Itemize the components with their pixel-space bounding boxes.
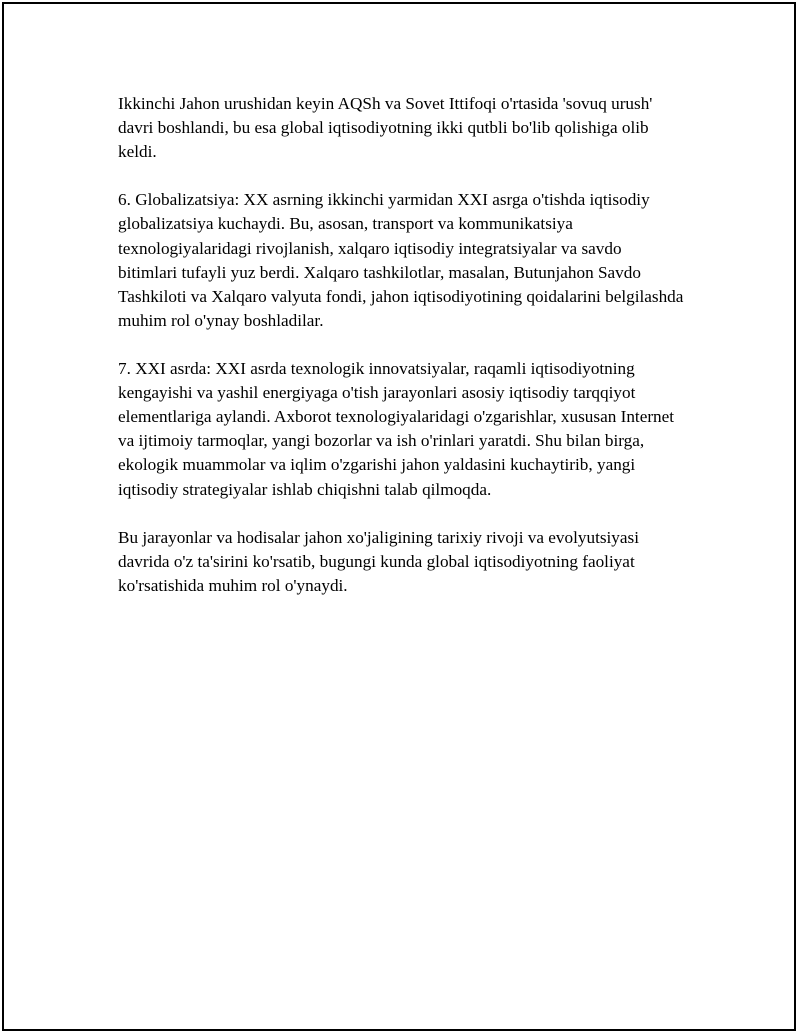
paragraph-cold-war: Ikkinchi Jahon urushidan keyin AQSh va Sovet Ittifoqi o'rtasida 'sovuq urush' davri boshlandi, bu esa global iqtisodiyotning ikki qutbli bo'lib qolishiga olib keldi. — [118, 94, 653, 162]
paragraph-21st-century: 7. XXI asrda: XXI asrda texnologik innovatsiyalar, raqamli iqtisodiyotning kengayishi va yashil energiyaga o'tish jarayonlari asosiy iqtisodiy tarqqiyot elementlariga aylandi. Axborot texnologiyalaridagi o'zgarishlar, xususan Internet va ijtimoiy tarmoqlar, yangi bozorlar va ish o'rinlari yaratdi. Shu bilan birga, ekologik muammolar va iqlim o'zgarishi jahon yaldasini kuchaytirib, yangi iqtisodiy strategiyalar ishlab chiqishni talab qilmoqda. — [118, 359, 675, 499]
paragraph-conclusion: Bu jarayonlar va hodisalar jahon xo'jaligining tarixiy rivoji va evolyutsiyasi davrida o'z ta'sirini ko'rsatib, bugungi kunda global iqtisodiyotning faoliyat ko'rsatishida muhim rol o'ynaydi. — [118, 527, 639, 595]
document-body — [118, 92, 684, 622]
paragraph-globalization: 6. Globalizatsiya: XX asrning ikkinchi yarmidan XXI asrga o'tishda iqtisodiy globalizatsiya kuchaydi. Bu, asosan, transport va kommunikatsiya texnologiyalaridagi rivojlanish, xalqaro iqtisodiy integratsiyalar va savdo bitimlari tufayli yuz berdi. Xalqaro tashkilotlar, masalan, Butunjahon Savdo Tashkiloti va Xalqaro valyuta fondi, jahon iqtisodiyotining qoidalarini belgilashda muhim rol o'ynay boshladilar. — [118, 190, 684, 330]
